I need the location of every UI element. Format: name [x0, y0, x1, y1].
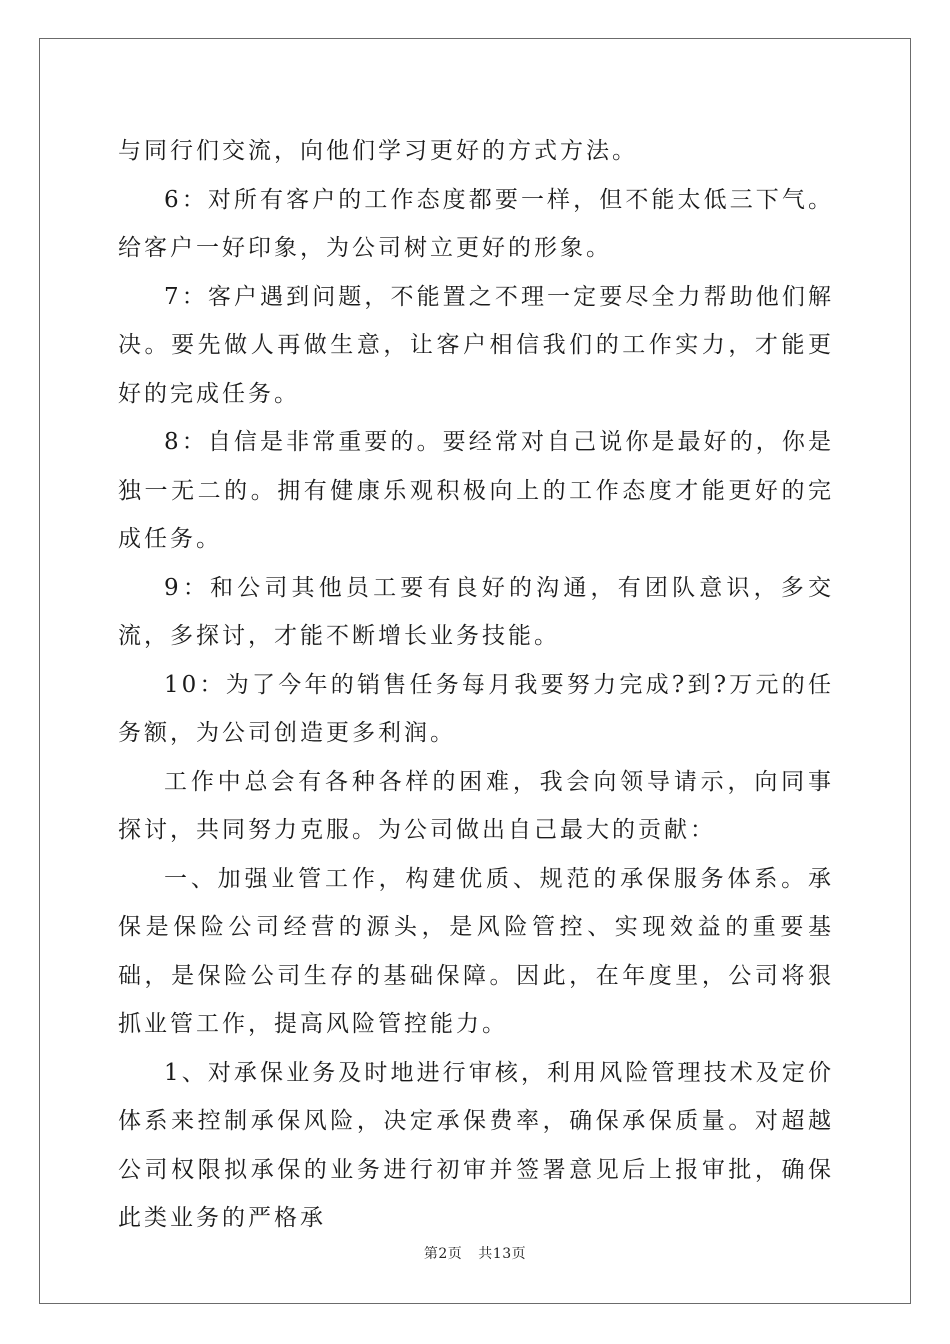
- paragraph: 工作中总会有各种各样的困难，我会向领导请示，向同事探讨，共同努力克服。为公司做出自己最大的贡献：: [118, 768, 834, 843]
- paragraph: 与同行们交流，向他们学习更好的方式方法。: [118, 138, 638, 164]
- page-total: 共13页: [478, 1246, 527, 1262]
- page-number: 第2页: [423, 1246, 463, 1262]
- document-body: [118, 127, 834, 1243]
- page-footer: [0, 1243, 950, 1263]
- paragraph: 一、加强业管工作，构建优质、规范的承保服务体系。承保是保险公司经营的源头，是风险管控、实现效益的重要基础，是保险公司生存的基础保障。因此，在年度里，公司将狠抓业管工作，提高风险管控能力。: [118, 865, 834, 1037]
- paragraph: 6：对所有客户的工作态度都要一样，但不能太低三下气。给客户一好印象，为公司树立更好的形象。: [118, 186, 834, 261]
- paragraph: 9：和公司其他员工要有良好的沟通，有团队意识，多交流，多探讨，才能不断增长业务技能。: [118, 574, 834, 649]
- paragraph: 10：为了今年的销售任务每月我要努力完成?到?万元的任务额，为公司创造更多利润。: [118, 671, 834, 746]
- paragraph: 7：客户遇到问题，不能置之不理一定要尽全力帮助他们解决。要先做人再做生意，让客户相信我们的工作实力，才能更好的完成任务。: [118, 283, 834, 407]
- paragraph: 8：自信是非常重要的。要经常对自己说你是最好的，你是独一无二的。拥有健康乐观积极向上的工作态度才能更好的完成任务。: [118, 429, 834, 552]
- paragraph: 1、对承保业务及时地进行审核，利用风险管理技术及定价体系来控制承保风险，决定承保费率，确保承保质量。对超越公司权限拟承保的业务进行初审并签署意见后上报审批，确保此类业务的严格承: [118, 1059, 834, 1231]
